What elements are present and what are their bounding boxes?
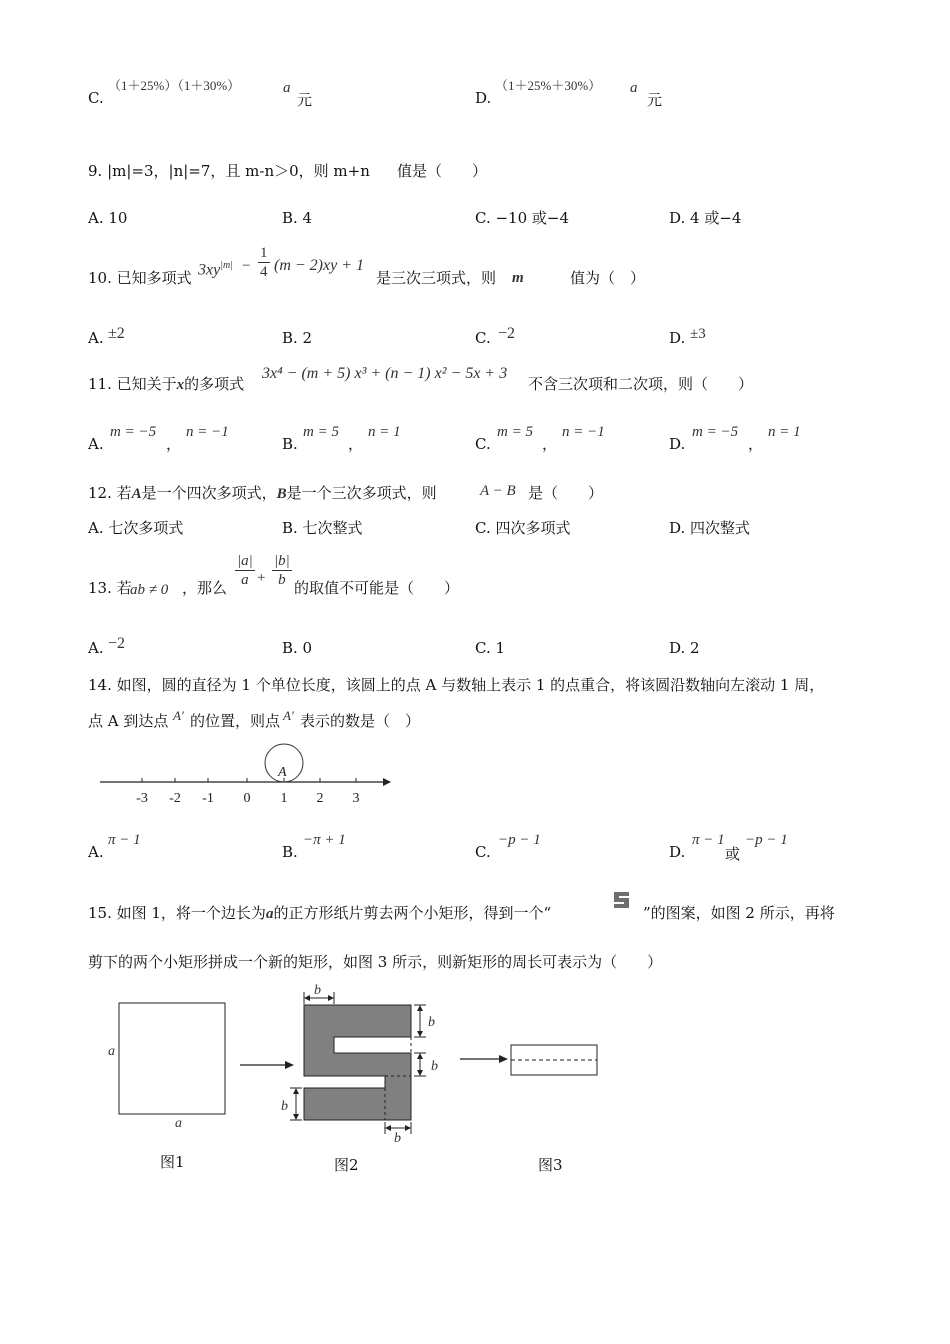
- q8-option-c-math: （1＋25%）（1＋30%）: [108, 78, 241, 93]
- q13-stem-b: ，那么: [182, 579, 228, 597]
- q13-stem-a: 13. 若: [88, 579, 132, 597]
- q10-term1: $3xy^{|m|}$: [198, 260, 233, 279]
- q8-option-c[interactable]: [88, 88, 104, 108]
- q13-option-d[interactable]: D. 2: [669, 639, 700, 657]
- number-line-figure: [95, 738, 400, 813]
- fig2-label-b-bottom: b: [394, 1131, 401, 1146]
- number-line-tick-label: -3: [136, 791, 148, 806]
- q10-var-m: m: [512, 270, 524, 286]
- q14-a-prime-2: A′: [283, 708, 294, 723]
- q8-option-c-var: a: [283, 80, 291, 96]
- q14-option-a[interactable]: A.: [88, 843, 104, 861]
- q10-stem-num: 10. 已知多项式: [88, 269, 192, 287]
- q10-minus: −: [242, 258, 251, 274]
- q8-option-c-unit: 元: [297, 91, 313, 109]
- number-line-tick-label: 3: [352, 791, 360, 806]
- q14-option-d-value2: −p − 1: [745, 832, 788, 848]
- q10-option-c[interactable]: C.: [475, 329, 491, 347]
- s-shape-icon: [611, 890, 633, 910]
- q13-option-b[interactable]: B. 0: [282, 639, 313, 657]
- q11-option-b-n: n = 1: [368, 424, 401, 440]
- q10-option-d-value: ±3: [690, 326, 706, 342]
- q11-option-a-sep: ，: [166, 435, 182, 453]
- q11-option-d-sep: ，: [748, 435, 764, 453]
- q10-option-a-value: ±2: [108, 325, 125, 342]
- q14-option-d-value: π − 1: [692, 832, 725, 848]
- q14-option-a-value: π − 1: [108, 832, 141, 848]
- q9-option-b[interactable]: B. 4: [282, 209, 313, 227]
- figure-1-square: [100, 995, 250, 1135]
- q11-option-c-sep: ，: [542, 435, 558, 453]
- q10-option-a[interactable]: A.: [88, 329, 104, 347]
- q12-option-b[interactable]: B. 七次整式: [282, 519, 363, 537]
- q12-option-d[interactable]: D. 四次整式: [669, 519, 751, 537]
- q12-option-a[interactable]: A. 七次多项式: [88, 519, 184, 537]
- q12-option-c[interactable]: C. 四次多项式: [475, 519, 571, 537]
- q10-stem-mid: 是三次三项式，则: [376, 269, 497, 287]
- q15-stem-line1-tail: ”的图案，如图 2 所示，再将: [643, 904, 835, 922]
- q10-option-c-value: −2: [498, 325, 516, 342]
- q10-term2: (m − 2)xy + 1: [274, 257, 365, 274]
- q11-option-a-n: n = −1: [186, 424, 229, 440]
- q14-option-d-or: 或: [725, 845, 741, 863]
- q14-stem-line2: 点 A 到达点: [88, 712, 169, 730]
- fig2-label-b-right-1: b: [428, 1015, 435, 1030]
- q9-option-d[interactable]: D. 4 或−4: [669, 209, 742, 227]
- q12-stem: 12. 若A是一个四次多项式，B是一个三次多项式，则: [88, 484, 437, 502]
- figure-3-caption: 图3: [538, 1156, 563, 1174]
- number-line-tick-label: 1: [280, 791, 288, 806]
- q11-option-c[interactable]: C.: [475, 435, 491, 453]
- figure-3-rectangle: [505, 1040, 605, 1080]
- q10-stem-tail: 值为（ ）: [570, 269, 646, 287]
- q11-option-c-m: m = 5: [497, 424, 533, 440]
- option-label: D.: [475, 89, 492, 107]
- q13-option-a-value: −2: [108, 635, 126, 652]
- q14-option-c-value: −p − 1: [498, 832, 541, 848]
- fig2-label-b-top: b: [314, 983, 321, 998]
- q14-stem-line2-c: 表示的数是（ ）: [300, 712, 421, 730]
- figure-2-s-shape: [278, 982, 453, 1147]
- q10-option-b[interactable]: B. 2: [282, 329, 313, 347]
- q14-a-prime-1: A′: [173, 708, 184, 723]
- q13-condition: ab ≠ 0: [130, 582, 169, 598]
- number-line-tick-label: 2: [316, 791, 324, 806]
- number-line-tick-label: 0: [243, 791, 251, 806]
- q12-expression: A − B: [480, 483, 516, 499]
- q13-stem-c: 的取值不可能是（ ）: [294, 579, 460, 597]
- q9-option-c[interactable]: C. −10 或−4: [475, 209, 570, 227]
- number-line-arrow-icon: [383, 778, 391, 786]
- q11-option-b[interactable]: B.: [282, 435, 298, 453]
- q8-option-d-var: a: [630, 80, 638, 96]
- q9-option-a[interactable]: A. 10: [88, 209, 128, 227]
- q11-option-a-m: m = −5: [110, 424, 157, 440]
- fig1-side-bottom-label: a: [175, 1116, 182, 1131]
- q8-option-d[interactable]: [475, 88, 491, 108]
- fig2-label-b-left: b: [281, 1099, 288, 1114]
- number-line-tick-label: -2: [169, 791, 181, 806]
- fig2-label-b-right-2: b: [431, 1059, 438, 1074]
- q12-stem-tail: 是（ ）: [528, 484, 604, 502]
- number-line-tick-label: -1: [202, 791, 214, 806]
- q14-option-c[interactable]: C.: [475, 843, 491, 861]
- q11-option-b-m: m = 5: [303, 424, 339, 440]
- circle-point-label: A: [278, 765, 287, 780]
- q11-polynomial: 3x⁴ − (m + 5) x³ + (n − 1) x² − 5x + 3: [262, 365, 508, 382]
- q11-option-a[interactable]: A.: [88, 435, 104, 453]
- figure-1-caption: 图1: [160, 1153, 185, 1171]
- q11-stem-tail: 不含三次项和二次项，则（ ）: [528, 375, 754, 393]
- q15-stem-line2: 剪下的两个小矩形拼成一个新的矩形，如图 3 所示，则新矩形的周长可表示为（ ）: [88, 953, 663, 971]
- q10-option-d[interactable]: D.: [669, 329, 686, 347]
- fig1-side-left-label: a: [108, 1044, 115, 1059]
- q11-option-b-sep: ，: [348, 435, 364, 453]
- q14-option-d[interactable]: D.: [669, 843, 686, 861]
- q11-option-d-n: n = 1: [768, 424, 801, 440]
- q14-stem-line2-b: 的位置，则点: [190, 712, 281, 730]
- q13-plus: +: [257, 570, 266, 586]
- q14-option-b-value: −π + 1: [303, 832, 346, 848]
- q11-option-d-m: m = −5: [692, 424, 739, 440]
- q9-stem-tail: 值是（ ）: [397, 162, 488, 180]
- figure-2-caption: 图2: [334, 1156, 359, 1174]
- q15-stem-line1: 15. 如图 1，将一个边长为a的正方形纸片剪去两个小矩形，得到一个“: [88, 904, 552, 922]
- q14-option-b[interactable]: B.: [282, 843, 298, 861]
- q11-option-c-n: n = −1: [562, 424, 605, 440]
- q8-option-d-unit: 元: [647, 91, 663, 109]
- q13-fraction-1: $\frac{|a|}{a}$: [237, 553, 253, 588]
- option-label: C.: [88, 89, 104, 107]
- q13-fraction-2: $\frac{|b|}{b}$: [274, 553, 290, 588]
- q11-stem-num: 11. 已知关于x的多项式: [88, 375, 245, 393]
- q11-option-d[interactable]: D.: [669, 435, 686, 453]
- q9-stem: 9. |m|=3，|n|=7，且 m-n＞0，则 m+n: [88, 162, 370, 180]
- q13-option-c[interactable]: C. 1: [475, 639, 506, 657]
- q10-fraction: $\frac{1}{4}$: [260, 245, 268, 280]
- q8-option-d-math: （1＋25%＋30%）: [495, 78, 602, 93]
- q13-option-a[interactable]: A.: [88, 639, 104, 657]
- q14-stem-line1: 14. 如图，圆的直径为 1 个单位长度，该圆上的点 A 与数轴上表示 1 的点重合，将该圆沿数轴向左滚动 1 周，: [88, 676, 825, 694]
